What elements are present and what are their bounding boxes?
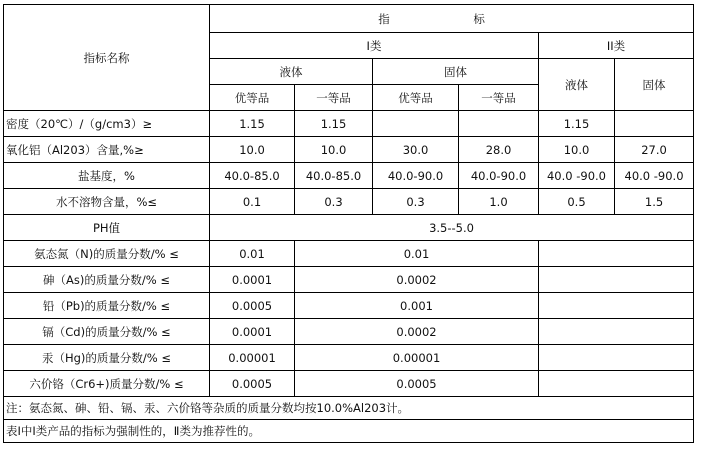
solid-premium-header: 优等品 [373, 85, 459, 111]
cell: 1.15 [539, 111, 615, 137]
indicator-header [210, 5, 694, 33]
cell: 40.0-85.0 [295, 163, 373, 189]
table-row-ph [4, 215, 694, 241]
standard-table-container [3, 4, 694, 443]
row-label: 密度（20℃）/（g/cm3）≥ [4, 111, 210, 137]
cell-empty [539, 345, 694, 371]
table-row-ammonia [4, 241, 694, 267]
cell: 3.5--5.0 [210, 215, 694, 241]
cell [615, 111, 694, 137]
cell: 0.3 [373, 189, 459, 215]
cell [373, 111, 459, 137]
cell: 0.0005 [295, 371, 539, 397]
quality-standard-table [3, 4, 694, 443]
table-row-chromium [4, 371, 694, 397]
table-row-alumina [4, 137, 694, 163]
cell: 30.0 [373, 137, 459, 163]
class2-liquid-header: 液体 [539, 59, 615, 111]
cell [459, 111, 539, 137]
cell-empty [539, 241, 694, 267]
liquid-premium-header: 优等品 [210, 85, 295, 111]
indicator-header-text: 指 标 [378, 11, 525, 26]
note-row-1 [4, 397, 694, 420]
cell-empty [539, 371, 694, 397]
row-label: 水不溶物含量，%≤ [4, 189, 210, 215]
cell: 40.0 -90.0 [615, 163, 694, 189]
cell: 0.0001 [210, 319, 295, 345]
cell: 0.0002 [295, 319, 539, 345]
cell: 0.01 [210, 241, 295, 267]
row-label: 氧化铝（Al203）含量,%≥ [4, 137, 210, 163]
cell: 0.001 [295, 293, 539, 319]
row-label: 汞（Hg)的质量分数/% ≤ [4, 345, 210, 371]
cell: 0.0005 [210, 293, 295, 319]
cell: 0.0002 [295, 267, 539, 293]
row-label: 盐基度，% [4, 163, 210, 189]
note-text: 表Ⅰ中Ⅰ类产品的指标为强制性的，Ⅱ类为推荐性的。 [4, 420, 694, 443]
cell: 0.00001 [210, 345, 295, 371]
class1-solid-header: 固体 [373, 59, 539, 85]
cell: 27.0 [615, 137, 694, 163]
table-row-cadmium [4, 319, 694, 345]
cell-empty [539, 319, 694, 345]
cell: 0.01 [295, 241, 539, 267]
cell: 0.1 [210, 189, 295, 215]
row-label: 铅（Pb)的质量分数/% ≤ [4, 293, 210, 319]
cell: 0.3 [295, 189, 373, 215]
table-row-arsenic [4, 267, 694, 293]
table-row-lead [4, 293, 694, 319]
cell: 0.0001 [210, 267, 295, 293]
cell: 1.0 [459, 189, 539, 215]
class1-liquid-header: 液体 [210, 59, 373, 85]
note-row-2 [4, 420, 694, 443]
row-label: 六价铬（Cr6+)质量分数/% ≤ [4, 371, 210, 397]
indicator-name-header: 指标名称 [4, 5, 210, 111]
cell: 28.0 [459, 137, 539, 163]
cell: 40.0-90.0 [373, 163, 459, 189]
solid-first-header: 一等品 [459, 85, 539, 111]
cell: 0.0005 [210, 371, 295, 397]
cell: 40.0 -90.0 [539, 163, 615, 189]
row-label: PH值 [4, 215, 210, 241]
class1-header: I类 [210, 33, 539, 59]
liquid-first-header: 一等品 [295, 85, 373, 111]
cell-empty [539, 293, 694, 319]
table-row-insoluble [4, 189, 694, 215]
cell-empty [539, 267, 694, 293]
class2-solid-header: 固体 [615, 59, 694, 111]
table-row-mercury [4, 345, 694, 371]
table-row-density [4, 111, 694, 137]
cell: 1.15 [295, 111, 373, 137]
row-label: 镉（Cd)的质量分数/% ≤ [4, 319, 210, 345]
cell: 0.5 [539, 189, 615, 215]
cell: 40.0-90.0 [459, 163, 539, 189]
cell: 40.0-85.0 [210, 163, 295, 189]
cell: 10.0 [210, 137, 295, 163]
cell: 1.15 [210, 111, 295, 137]
cell: 10.0 [539, 137, 615, 163]
note-text: 注：氨态氮、砷、铅、镉、汞、六价铬等杂质的质量分数均按10.0%Al203计。 [4, 397, 694, 420]
cell: 1.5 [615, 189, 694, 215]
class2-header: II类 [539, 33, 694, 59]
header-row-1 [4, 5, 694, 33]
cell: 10.0 [295, 137, 373, 163]
row-label: 砷（As)的质量分数/% ≤ [4, 267, 210, 293]
table-row-basicity [4, 163, 694, 189]
row-label: 氨态氮（N)的质量分数/% ≤ [4, 241, 210, 267]
cell: 0.00001 [295, 345, 539, 371]
